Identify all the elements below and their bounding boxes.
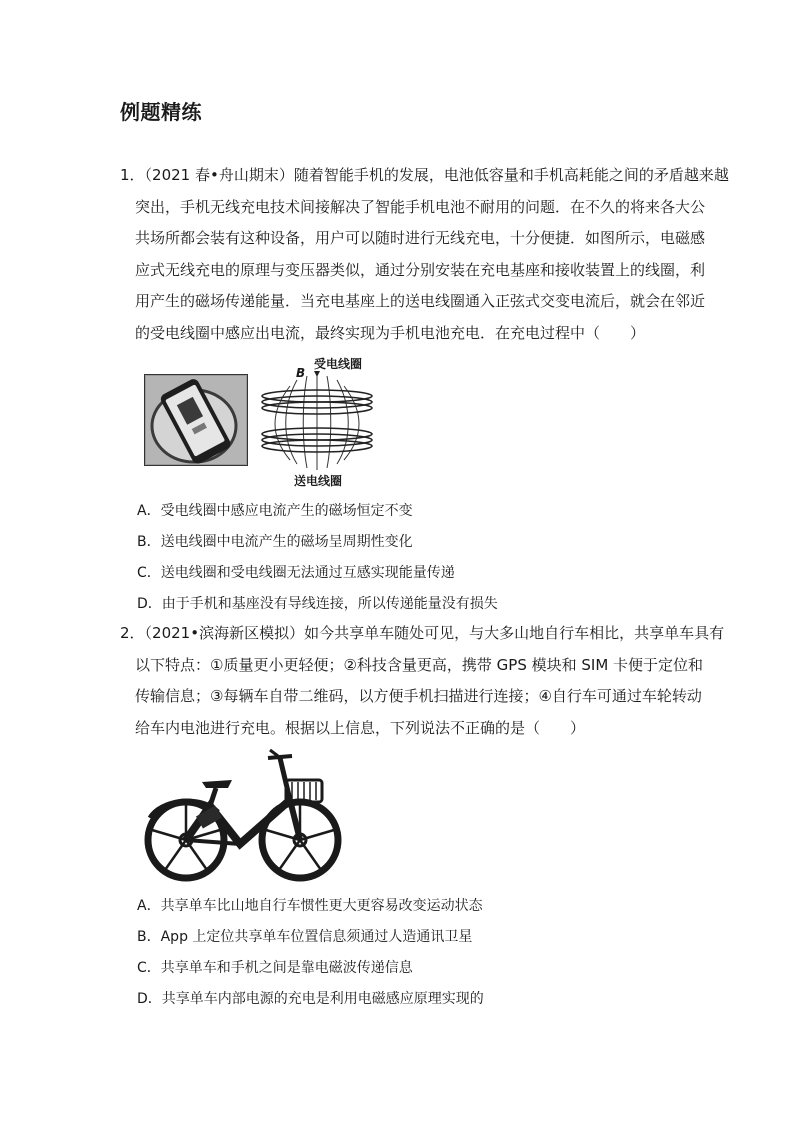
section-title: 例题精练 (120, 100, 202, 124)
q1-option-c: C．送电线圈和受电线圈无法通过互感实现能量传递 (137, 565, 455, 581)
q2-option-d: D．共享单车内部电源的充电是利用电磁感应原理实现的 (137, 991, 484, 1007)
q2-line: 给车内电池进行充电。根据以上信息，下列说法不正确的是（ ） (135, 718, 586, 737)
q2-option-a: A．共享单车比山地自行车惯性更大更容易改变运动状态 (137, 898, 483, 914)
q2-option-b: B．App 上定位共享单车位置信息须通过人造通讯卫星 (137, 929, 473, 945)
q1-option-b: B．送电线圈中电流产生的磁场呈周期性变化 (137, 534, 413, 550)
question-1-stem (120, 160, 729, 349)
shared-bicycle-image (140, 748, 345, 884)
phone-charging-photo (144, 374, 248, 466)
question-2-stem (120, 618, 725, 744)
q1-line: 应式无线充电的原理与变压器类似，通过分别安装在充电基座和接收装置上的线圈，利 (135, 260, 706, 279)
q2-line: 传输信息；③每辆车自带二维码，以方便手机扫描进行连接；④自行车可通过车轮转动 (135, 687, 702, 705)
q1-option-a: A．受电线圈中感应电流产生的磁场恒定不变 (137, 503, 413, 519)
q1-line: 突出，手机无线充电技术间接解决了智能手机电池不耐用的问题．在不久的将来各大公 (135, 197, 706, 216)
q1-line: 1．（2021 春•舟山期末）随着智能手机的发展，电池低容量和手机高耗能之间的矛盾越来越 (120, 166, 729, 184)
q1-line: 的受电线圈中感应出电流，最终实现为手机电池充电．在充电过程中（ ） (135, 323, 646, 342)
receiving-coil-label: 受电线圈 (314, 357, 363, 371)
coil-diagram (252, 352, 382, 486)
q2-option-c: C．共享单车和手机之间是靠电磁波传递信息 (137, 960, 413, 976)
q1-line: 共场所都会装有这种设备，用户可以随时进行无线充电，十分便捷．如图所示，电磁感 (135, 229, 706, 247)
q1-line: 用产生的磁场传递能量．当充电基座上的送电线圈通入正弦式交变电流后，就会在邻近 (135, 292, 706, 310)
q1-option-d: D．由于手机和基座没有导线连接，所以传递能量没有损失 (137, 596, 498, 612)
q2-line: 2．（2021•滨海新区模拟）如今共享单车随处可见，与大多山地自行车相比，共享单车具有 (120, 624, 725, 642)
q2-line: 以下特点：①质量更小更轻便；②科技含量更高，携带 GPS 模块和 SIM 卡便于定位和 (135, 655, 704, 674)
magnetic-field-b-label: B (296, 366, 306, 380)
transmitting-coil-label: 送电线圈 (294, 474, 343, 488)
